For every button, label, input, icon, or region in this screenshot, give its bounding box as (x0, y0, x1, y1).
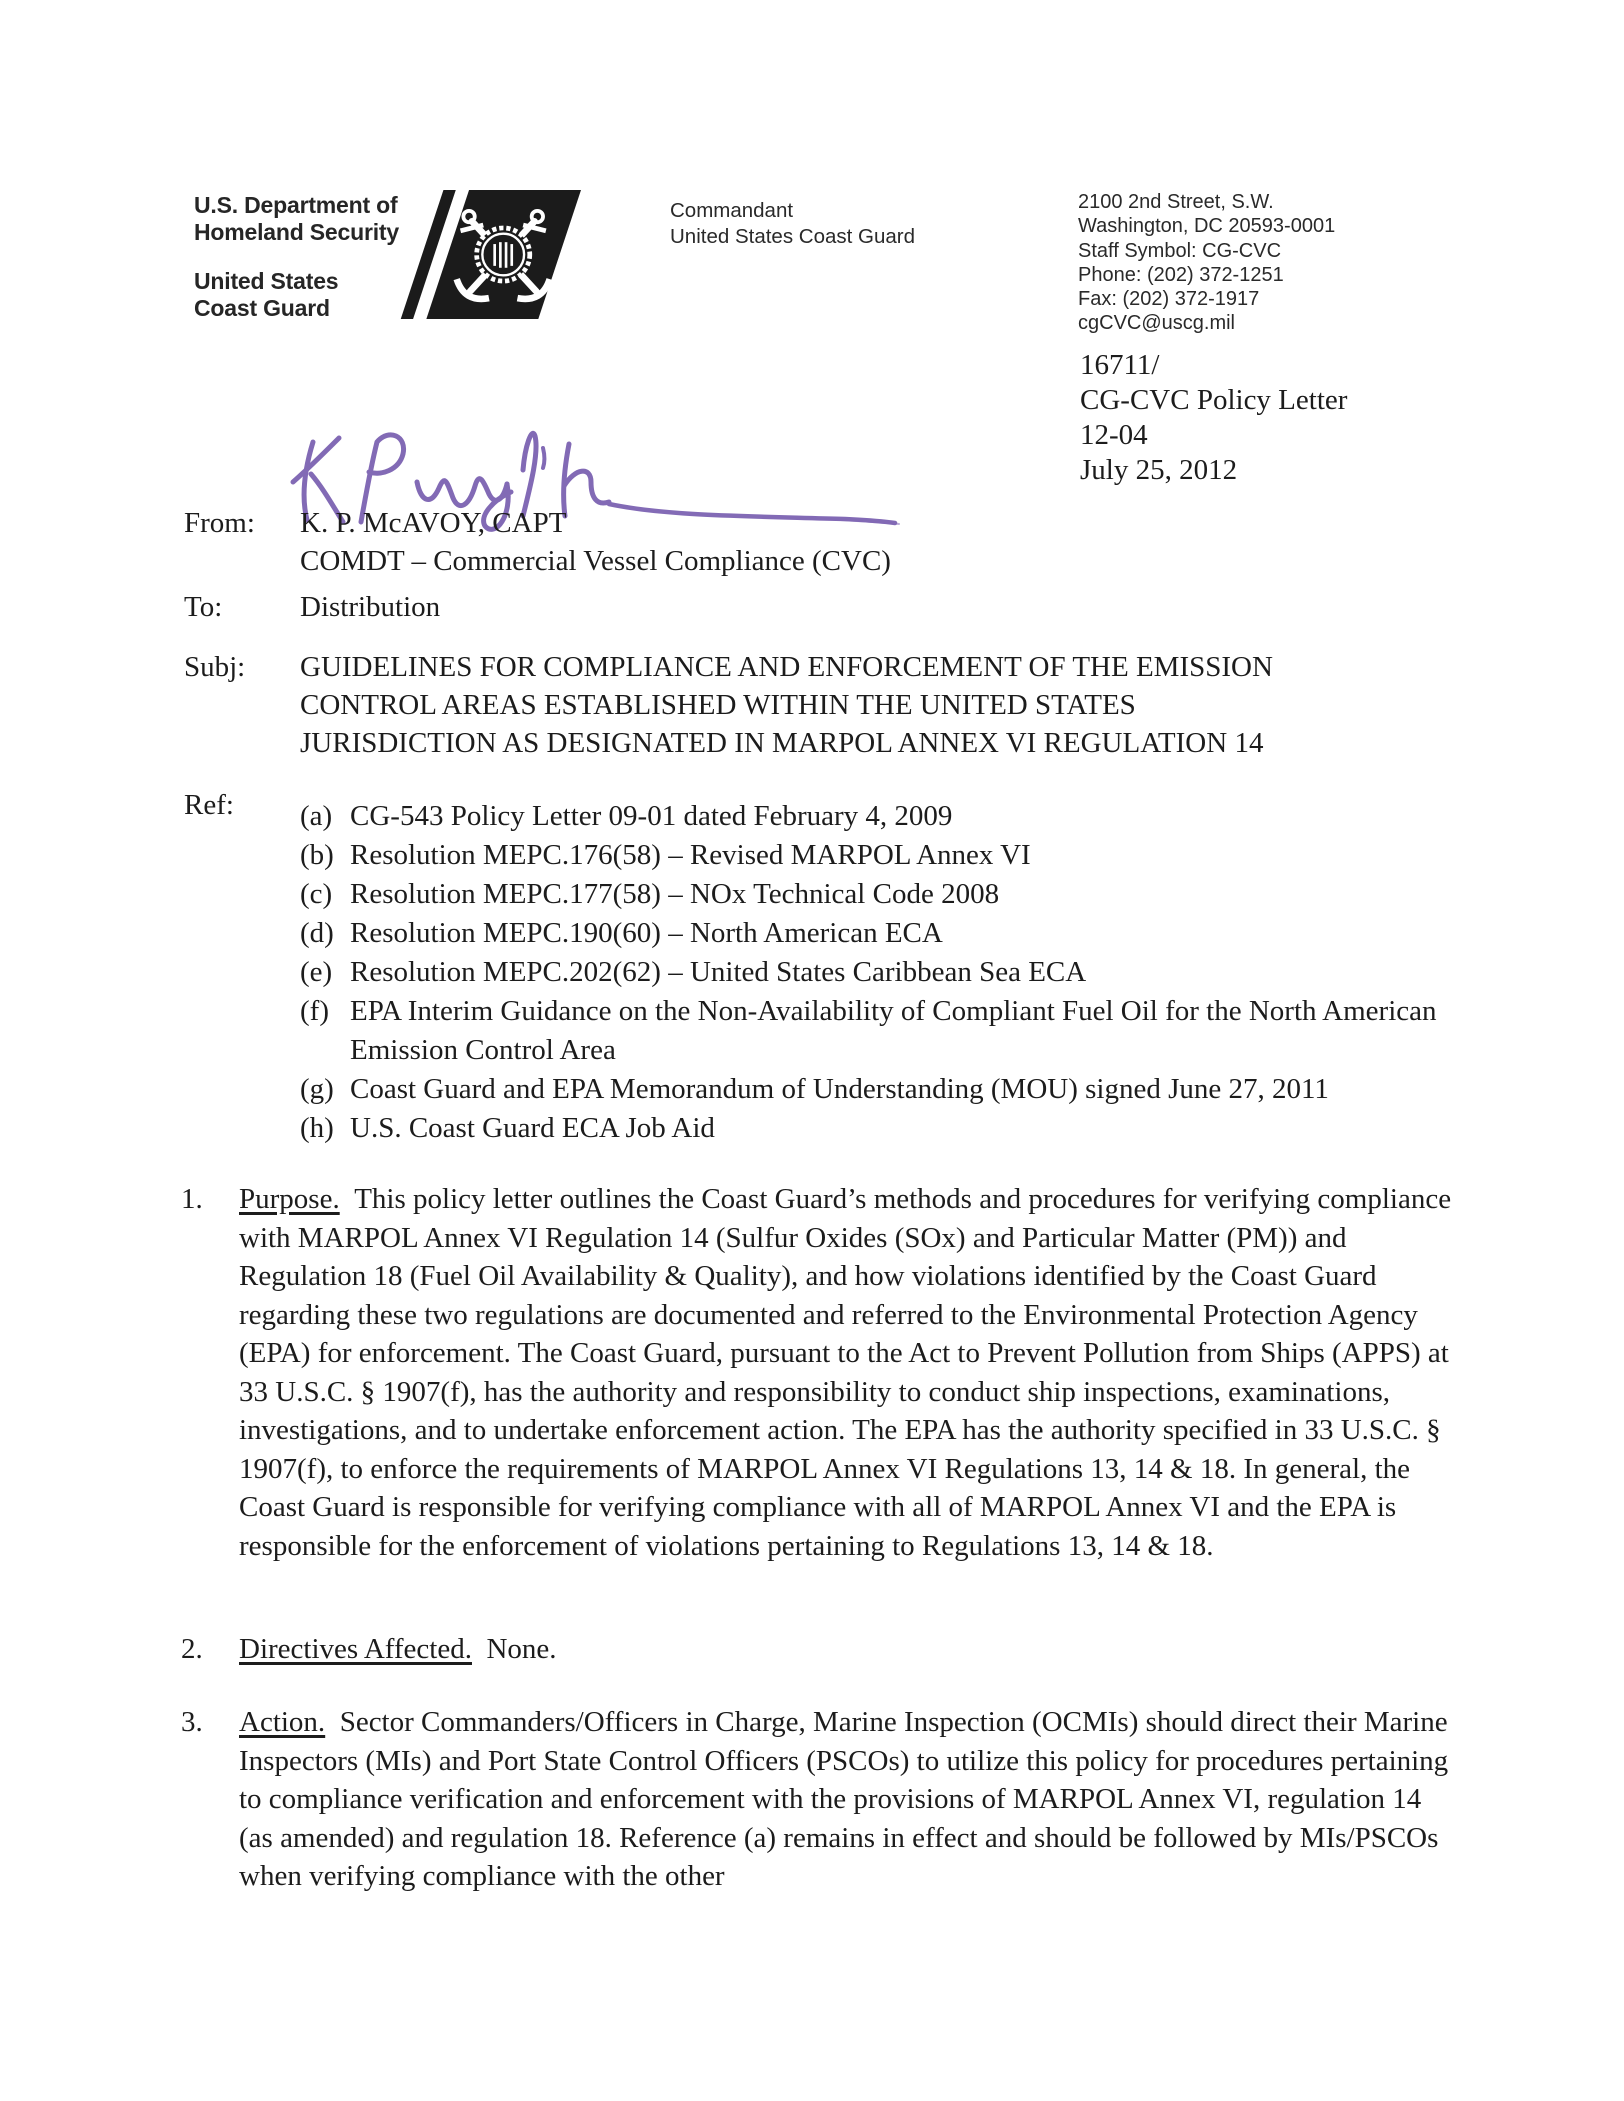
address-line: 2100 2nd Street, S.W. (1078, 191, 1274, 213)
reference-item (300, 914, 1455, 953)
reference-list (300, 786, 1455, 1148)
reference-id: (f) (300, 995, 329, 1027)
agency-line-2: Coast Guard (194, 295, 330, 321)
reference-item (300, 1109, 1455, 1148)
reference-id: (a) (300, 800, 333, 832)
reference-text: Resolution MEPC.177(58) – NOx Technical Code 2008 (350, 878, 1000, 910)
to-value: Distribution (300, 591, 441, 623)
to-label: To: (184, 591, 223, 623)
department-line-1: U.S. Department of (194, 192, 398, 218)
from-row (184, 504, 891, 580)
reference-id: (c) (300, 878, 333, 910)
department-block (194, 192, 399, 322)
agency-line-1: United States (194, 268, 339, 294)
reference-id: (g) (300, 1073, 334, 1105)
reference-text: Resolution MEPC.202(62) – United States Caribbean Sea ECA (350, 956, 1087, 988)
reference-item (300, 875, 1455, 914)
address-line: Fax: (202) 372-1917 (1078, 288, 1260, 311)
reference-item (300, 953, 1455, 992)
paragraph-action (181, 1703, 1454, 1896)
policy-number-block (1080, 348, 1347, 488)
paragraph-directives-affected (181, 1630, 1454, 1669)
address-line: Phone: (202) 372-1251 (1078, 263, 1284, 286)
reference-id: (d) (300, 917, 334, 949)
paragraph-number: 3. (181, 1706, 203, 1738)
uscg-logo (396, 188, 581, 321)
to-row (184, 588, 440, 626)
from-value (300, 504, 891, 580)
file-number: 16711/ (1080, 349, 1160, 381)
reference-text: Resolution MEPC.190(60) – North American ECA (350, 917, 943, 949)
paragraph-number: 1. (181, 1183, 203, 1215)
reference-item (300, 797, 1455, 836)
paragraph-text (239, 1630, 1454, 1669)
commandant-block (670, 198, 915, 250)
reference-row (184, 786, 1455, 1148)
from-title: COMDT – Commercial Vessel Compliance (CVC) (300, 545, 891, 577)
letter-number: 12-04 (1080, 419, 1148, 451)
email-address: cgCVC@uscg.mil (1078, 312, 1236, 335)
paragraph-number: 2. (181, 1633, 203, 1665)
paragraph-purpose (181, 1180, 1454, 1565)
reference-item (300, 1070, 1455, 1109)
subject-line: GUIDELINES FOR COMPLIANCE AND ENFORCEMENT OF THE EMISSION (300, 651, 1273, 683)
reference-text: EPA Interim Guidance on the Non-Availability of Compliant Fuel Oil for the North American Emission Control Area (350, 995, 1437, 1066)
paragraph-heading: Purpose. (239, 1183, 340, 1215)
reference-text: Coast Guard and EPA Memorandum of Understanding (MOU) signed June 27, 2011 (350, 1073, 1329, 1105)
paragraph-body: Sector Commanders/Officers in Charge, Marine Inspection (OCMIs) should direct their Marine Inspectors (MIs) and Port State Control Officers (PSCOs) to utilize this policy for procedures pertaining to compliance verification and enforcement with the provisions of MARPOL Annex VI, regulation 14 (as amended) and regulation 18. Reference (a) remains in effect and should be followed by MIs/PSCOs when verifying compliance with the other (239, 1706, 1449, 1892)
letter-title: CG-CVC Policy Letter (1080, 384, 1348, 416)
reference-id: (e) (300, 956, 333, 988)
commandant-line-2: United States Coast Guard (670, 225, 915, 248)
subject-label: Subj: (184, 651, 246, 683)
letter-date: July 25, 2012 (1080, 454, 1238, 486)
paragraph-body: This policy letter outlines the Coast Guard’s methods and procedures for verifying compliance with MARPOL Annex VI Regulation 14 (Sulfur Oxides (SOx) and Particular Matter (PM)) and Regulation 18 (Fuel Oil Availability & Quality), and how violations identified by the Coast Guard regarding these two regulations are documented and referred to the Environmental Protection Agency (EPA) for enforcement. The Coast Guard, pursuant to the Act to Prevent Pollution from Ships (APPS) at 33 U.S.C. § 1907(f), has the authority and responsibility to conduct ship inspections, examinations, investigations, and to undertake enforcement action. The EPA has the authority specified in 33 U.S.C. § 1907(f), to enforce the requirements of MARPOL Annex VI Regulations 13, 14 & 18. In general, the Coast Guard is responsible for verifying compliance with all of MARPOL Annex VI and the EPA is responsible for the enforcement of violations pertaining to Regulations 13, 14 & 18. (239, 1183, 1452, 1562)
paragraph-heading: Directives Affected. (239, 1633, 472, 1665)
from-name: K. P. McAVOY, CAPT (300, 507, 567, 539)
reference-item (300, 992, 1455, 1070)
subject-value (300, 648, 1273, 762)
reference-id: (b) (300, 839, 334, 871)
uscg-emblem-icon (396, 188, 581, 321)
reference-id: (h) (300, 1112, 334, 1144)
paragraph-heading: Action. (239, 1706, 326, 1738)
paragraph-text (239, 1703, 1454, 1896)
reference-text: CG-543 Policy Letter 09-01 dated February 4, 2009 (350, 800, 953, 832)
address-line: Washington, DC 20593-0001 (1078, 215, 1336, 238)
paragraph-text (239, 1180, 1454, 1565)
reference-item (300, 836, 1455, 875)
reference-text: Resolution MEPC.176(58) – Revised MARPOL Annex VI (350, 839, 1031, 871)
subject-line: CONTROL AREAS ESTABLISHED WITHIN THE UNITED STATES (300, 689, 1136, 721)
subject-line: JURISDICTION AS DESIGNATED IN MARPOL ANNEX VI REGULATION 14 (300, 727, 1264, 759)
reference-label: Ref: (184, 789, 234, 821)
address-line: Staff Symbol: CG-CVC (1078, 239, 1282, 262)
department-line-2: Homeland Security (194, 219, 399, 245)
commandant-line-1: Commandant (670, 199, 794, 222)
subject-row (184, 648, 1273, 762)
paragraph-body: None. (486, 1633, 557, 1665)
reference-text: U.S. Coast Guard ECA Job Aid (350, 1112, 715, 1144)
address-block (1078, 190, 1335, 336)
from-label: From: (184, 507, 255, 539)
